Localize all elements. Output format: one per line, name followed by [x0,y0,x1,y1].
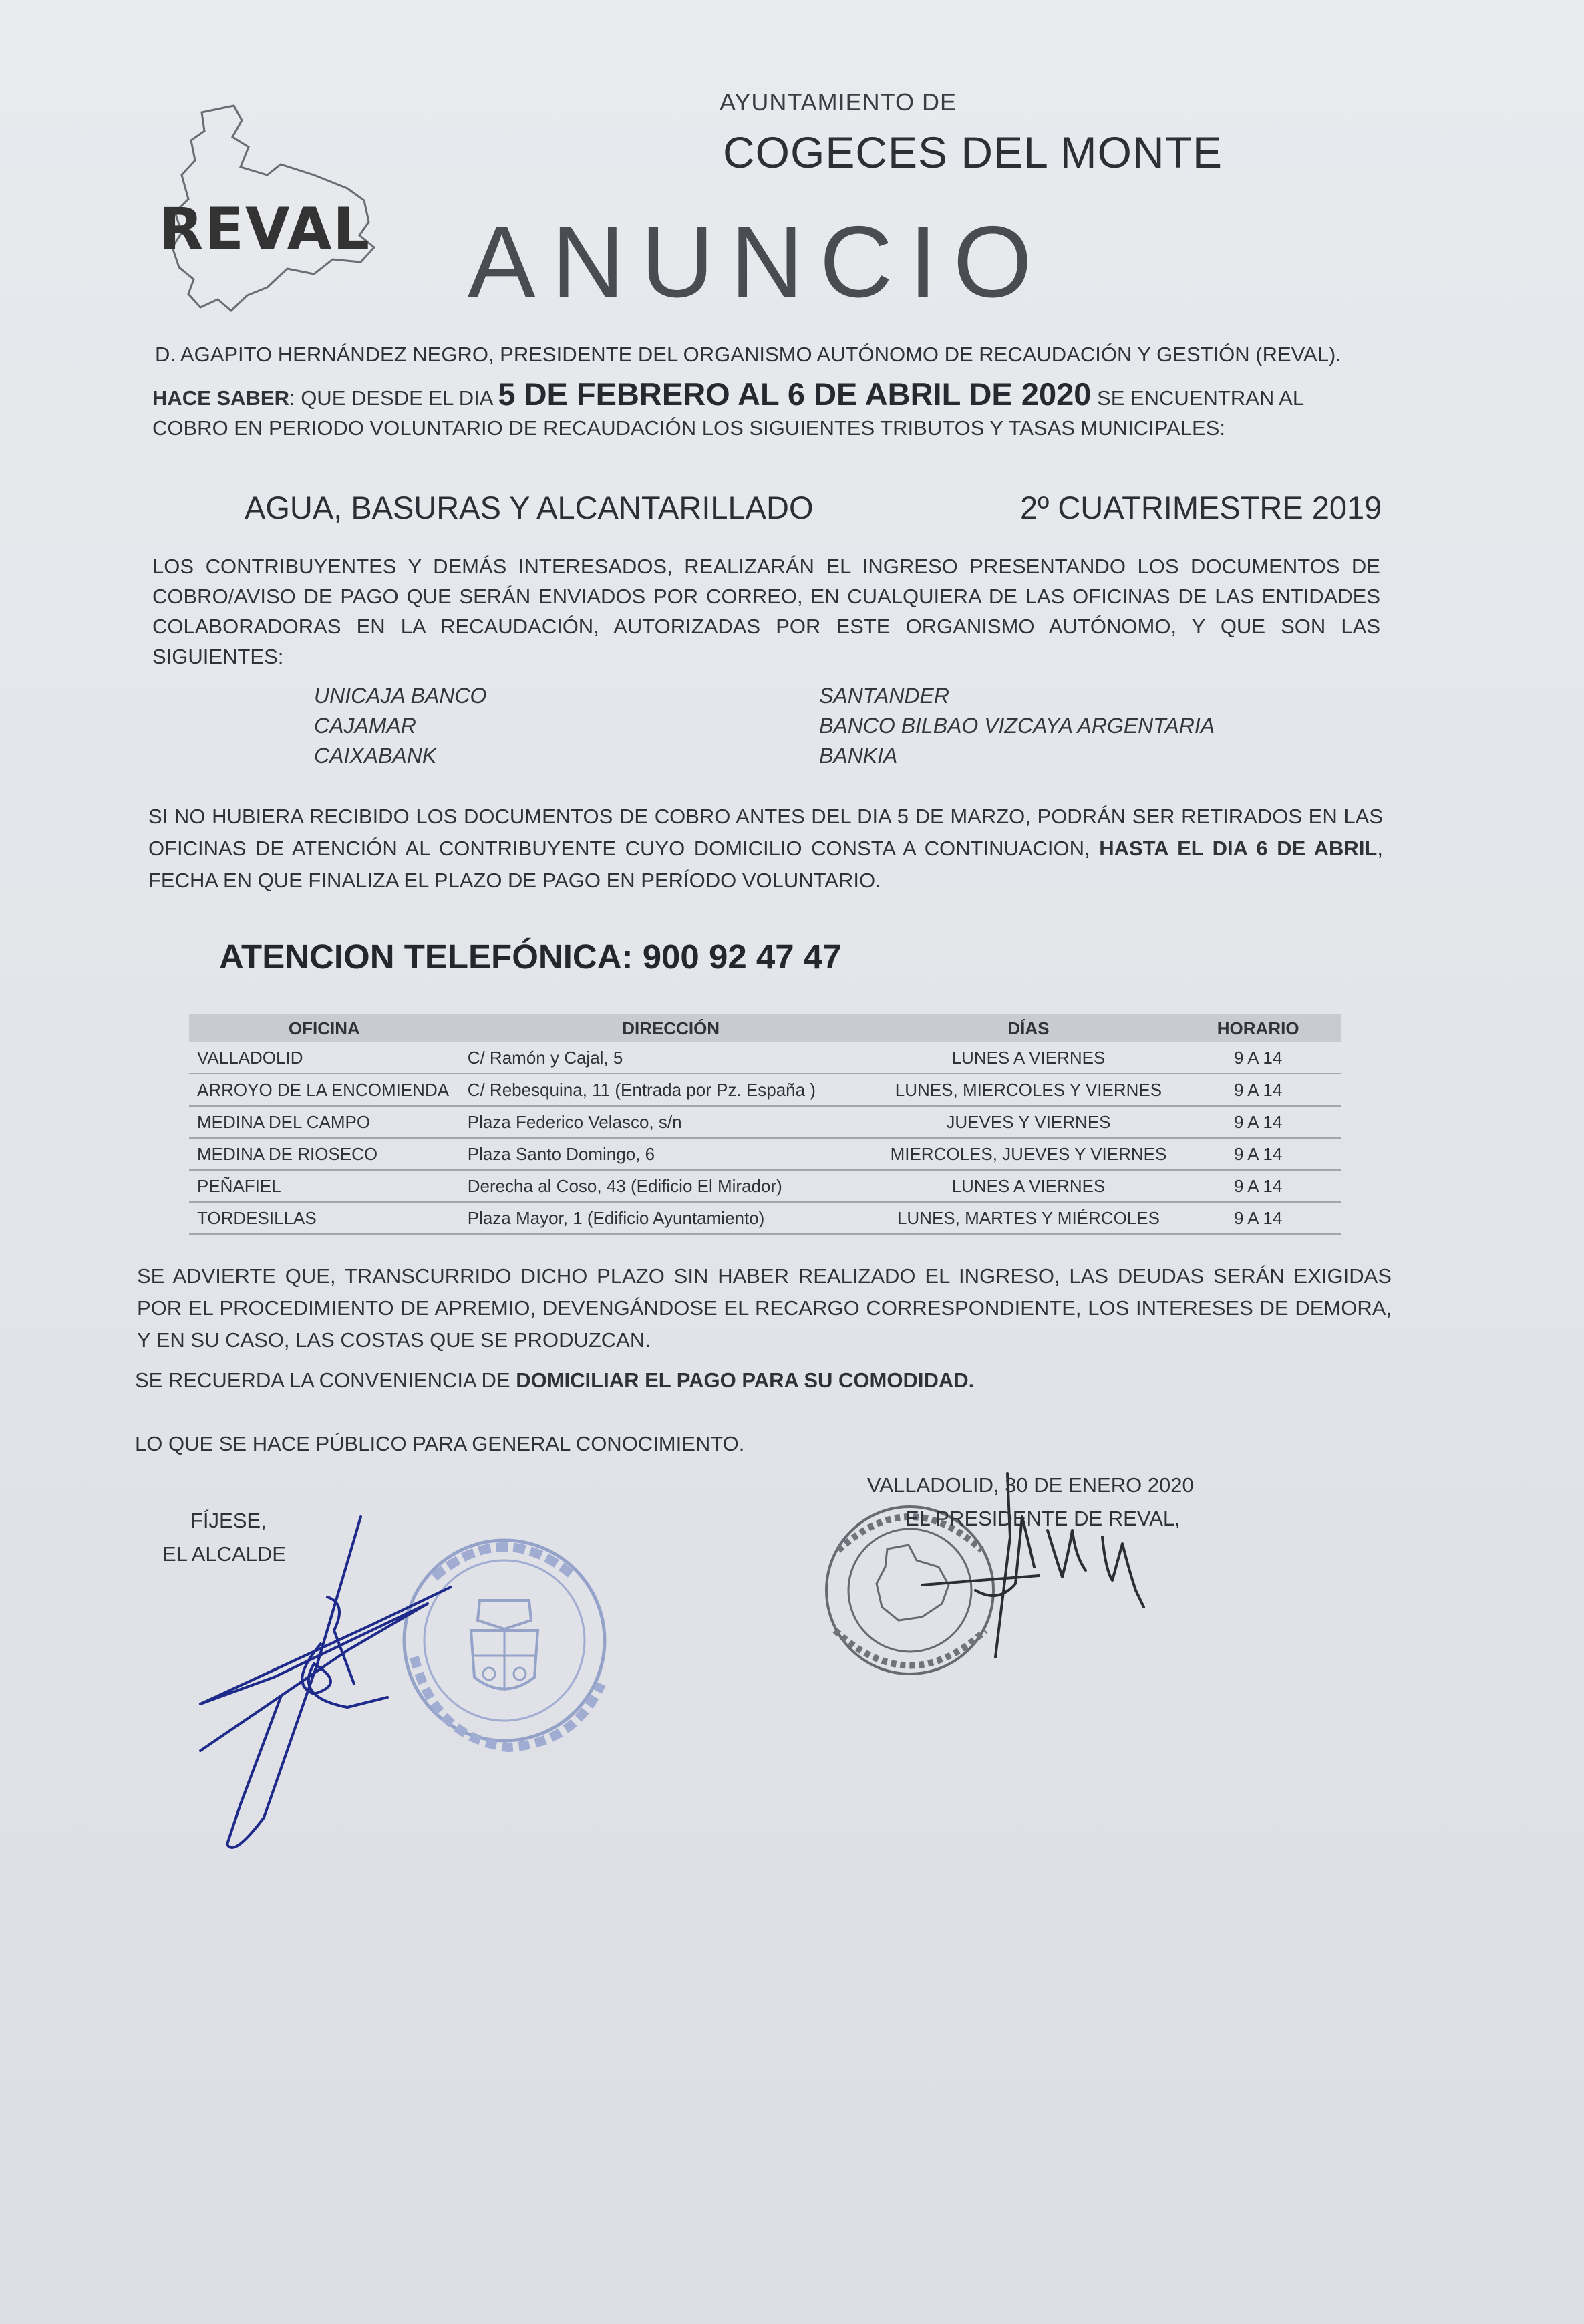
hace-saber-line2: COBRO EN PERIODO VOLUNTARIO DE RECAUDACIÓN LOS SIGUIENTES TRIBUTOS Y TASAS MUNICIPALES: [152,416,1226,440]
office-days: MIERCOLES, JUEVES Y VIERNES [883,1138,1175,1170]
table-row [189,1042,1341,1074]
place-date: VALLADOLID, 30 DE ENERO 2020 [867,1473,1194,1497]
hace-saber-label: HACE SABER [152,386,289,410]
town-seal-stamp [404,1540,605,1747]
hace-saber-after: SE ENCUENTRAN AL [1091,386,1305,410]
office-days: JUEVES Y VIERNES [883,1106,1175,1138]
office-address: C/ Ramón y Cajal, 5 [460,1042,883,1074]
office-address: C/ Rebesquina, 11 (Entrada por Pz. España ) [460,1074,883,1106]
office-hours: 9 A 14 [1174,1042,1341,1074]
reval-logo-text: REVAL [159,196,371,263]
warning-paragraph: SE ADVIERTE QUE, TRANSCURRIDO DICHO PLAZO SIN HABER REALIZADO EL INGRESO, LAS DEUDAS SERÁN EXIGIDAS POR EL PROCEDIMIENTO DE APREMIO, DEVENGÁNDOSE EL RECARGO CORRESPONDIENTE, LOS INTERESES DE DEMORA, Y EN SU CASO, LAS COSTAS QUE SE PRODUZCAN. [137,1264,1392,1352]
office-name: PEÑAFIEL [189,1170,460,1202]
office-name: TORDESILLAS [189,1202,460,1234]
president-signature [922,1473,1144,1657]
table-header-row [189,1014,1341,1042]
public-notice-line: LO QUE SE HACE PÚBLICO PARA GENERAL CONOCIMIENTO. [135,1432,745,1455]
hace-saber-text: : QUE DESDE EL DIA [289,386,498,410]
table-row [189,1138,1341,1170]
fijese-label: FÍJESE, [190,1509,267,1532]
town-name: COGECES DEL MONTE [723,128,1223,177]
office-address: Plaza Federico Velasco, s/n [460,1106,883,1138]
office-address: Plaza Santo Domingo, 6 [460,1138,883,1170]
bank-item: BANKIA [819,744,898,768]
mayor-signer: EL ALCALDE [162,1542,286,1566]
document-title: ANUNCIO [468,205,1048,319]
office-days: LUNES, MARTES Y MIÉRCOLES [883,1202,1175,1234]
bank-item: SANTANDER [819,684,949,708]
retrieval-text-end: , FECHA EN QUE FINALIZA EL PLAZO DE PAGO EN PERÍODO VOLUNTARIO. [148,837,1383,892]
phone-line: ATENCION TELEFÓNICA: 900 92 47 47 [219,937,842,976]
hace-saber-paragraph [152,376,1402,443]
table-row [189,1170,1341,1202]
office-days: LUNES A VIERNES [883,1170,1175,1202]
office-name: ARROYO DE LA ENCOMIENDA [189,1074,460,1106]
column-header: DÍAS [883,1014,1175,1042]
collection-dates: 5 DE FEBRERO AL 6 DE ABRIL DE 2020 [498,376,1092,412]
president-line: D. AGAPITO HERNÁNDEZ NEGRO, PRESIDENTE DEL ORGANISMO AUTÓNOMO DE RECAUDACIÓN Y GESTIÓN (REVAL). [155,343,1341,366]
bank-item: CAIXABANK [314,744,437,768]
bank-item: BANCO BILBAO VIZCAYA ARGENTARIA [819,714,1215,738]
office-days: LUNES A VIERNES [883,1042,1175,1074]
retrieval-text: SI NO HUBIERA RECIBIDO LOS DOCUMENTOS DE COBRO ANTES DEL DIA 5 DE MARZO, PODRÁN SER RETIRADOS EN LAS OFICINAS DE ATENCIÓN AL CONTRIBUYENTE CUYO DOMICILIO CONSTA A CONTINUACION, [148,805,1383,860]
reminder-line [135,1365,974,1395]
office-hours: 9 A 14 [1174,1138,1341,1170]
retrieval-deadline: HASTA EL DIA 6 DE ABRIL [1099,837,1378,860]
office-address: Plaza Mayor, 1 (Edificio Ayuntamiento) [460,1202,883,1234]
bank-item: CAJAMAR [314,714,416,738]
president-signer: EL PRESIDENTE DE REVAL, [905,1507,1180,1530]
office-days: LUNES, MIERCOLES Y VIERNES [883,1074,1175,1106]
offices-table [189,1014,1341,1235]
contribuyentes-paragraph: LOS CONTRIBUYENTES Y DEMÁS INTERESADOS, REALIZARÁN EL INGRESO PRESENTANDO LOS DOCUMENTOS DE COBRO/AVISO DE PAGO QUE SERÁN ENVIADOS POR CORREO, EN CUALQUIERA DE LAS OFICINAS DE LAS ENTIDADES COLABORADORAS EN LA RECAUDACIÓN, AUTORIZADAS POR ESTE ORGANISMO AUTÓNOMO, Y QUE SON LAS SIGUIENTES: [152,555,1380,668]
office-name: MEDINA DEL CAMPO [189,1106,460,1138]
office-hours: 9 A 14 [1174,1074,1341,1106]
office-name: VALLADOLID [189,1042,460,1074]
reminder-bold: DOMICILIAR EL PAGO PARA SU COMODIDAD. [516,1368,975,1392]
office-address: Derecha al Coso, 43 (Edificio El Mirador) [460,1170,883,1202]
tribute-period: 2º CUATRIMESTRE 2019 [1020,490,1382,525]
office-hours: 9 A 14 [1174,1202,1341,1234]
office-hours: 9 A 14 [1174,1170,1341,1202]
office-hours: 9 A 14 [1174,1106,1341,1138]
table-row [189,1074,1341,1106]
column-header: HORARIO [1174,1014,1341,1042]
tribute-name: AGUA, BASURAS Y ALCANTARILLADO [245,490,814,525]
retrieval-paragraph [148,801,1383,897]
reminder-text: SE RECUERDA LA CONVENIENCIA DE [135,1368,516,1392]
ayuntamiento-label: AYUNTAMIENTO DE [720,88,957,116]
table-row [189,1202,1341,1234]
office-name: MEDINA DE RIOSECO [189,1138,460,1170]
bank-item: UNICAJA BANCO [314,684,487,708]
column-header: DIRECCIÓN [460,1014,883,1042]
column-header: OFICINA [189,1014,460,1042]
table-row [189,1106,1341,1138]
